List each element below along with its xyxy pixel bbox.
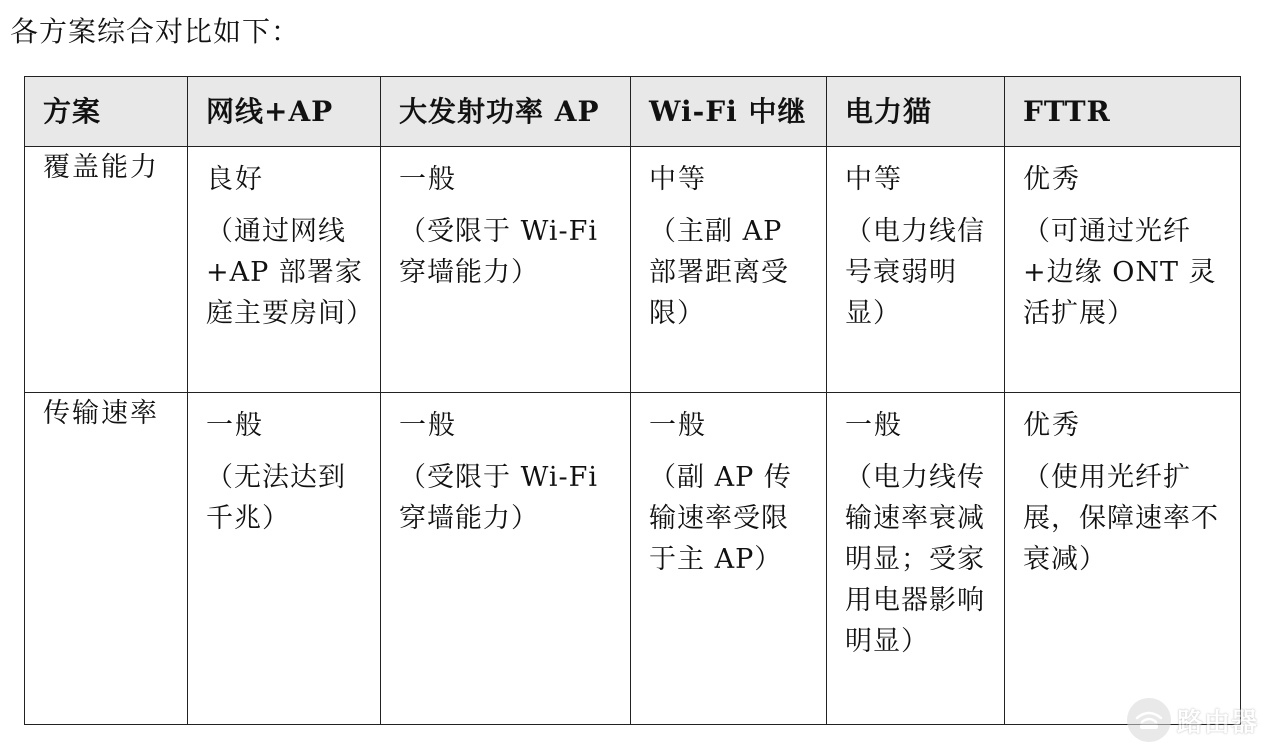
row-label-coverage: 覆盖能力 [25, 147, 188, 393]
cell-level: 一般 [399, 164, 457, 195]
cell-note: （可通过光纤+边缘 ONT 灵活扩展） [1023, 216, 1217, 329]
watermark-text: 路由器 [1176, 707, 1258, 738]
router-logo-icon [1127, 698, 1171, 742]
row-label-speed: 传输速率 [25, 393, 188, 725]
cell-level: 优秀 [1023, 410, 1081, 441]
header-row [25, 77, 1241, 147]
cell-level: 一般 [206, 410, 264, 441]
cell-note: （受限于 Wi-Fi 穿墙能力） [399, 216, 598, 288]
table-cell [188, 147, 381, 393]
cell-note: （电力线信号衰弱明显） [845, 216, 985, 329]
cell-level: 中等 [845, 164, 903, 195]
table-cell [1005, 393, 1241, 725]
cell-note: （通过网线+AP 部署家庭主要房间） [206, 216, 374, 329]
table-cell [827, 147, 1005, 393]
cell-note: （无法达到千兆） [206, 462, 346, 534]
watermark [1127, 698, 1258, 742]
cell-note: （使用光纤扩展，保障速率不衰减） [1023, 462, 1219, 575]
cell-note: （受限于 Wi-Fi 穿墙能力） [399, 462, 598, 534]
header-cell-wifi-repeater: Wi-Fi 中继 [631, 77, 827, 147]
table-row-speed [25, 393, 1241, 725]
table-cell [631, 393, 827, 725]
cell-level: 一般 [845, 410, 903, 441]
cell-note: （电力线传输速率衰减明显；受家用电器影响明显） [845, 462, 985, 657]
comparison-table [24, 76, 1241, 725]
header-cell-fttr: FTTR [1005, 77, 1241, 147]
header-cell-cable-ap: 网线+AP [188, 77, 381, 147]
table-cell [631, 147, 827, 393]
cell-level: 优秀 [1023, 164, 1081, 195]
cell-level: 一般 [399, 410, 457, 441]
table-cell [381, 393, 631, 725]
cell-level: 良好 [206, 164, 264, 195]
cell-level: 一般 [649, 410, 707, 441]
header-cell-powerline: 电力猫 [827, 77, 1005, 147]
table-cell [827, 393, 1005, 725]
table-cell [1005, 147, 1241, 393]
header-cell-scheme: 方案 [25, 77, 188, 147]
table-cell [381, 147, 631, 393]
header-cell-high-power-ap: 大发射功率 AP [381, 77, 631, 147]
intro-text: 各方案综合对比如下： [10, 15, 301, 48]
table-cell [188, 393, 381, 725]
table-row-coverage [25, 147, 1241, 393]
cell-note: （主副 AP 部署距离受限） [649, 216, 789, 329]
cell-level: 中等 [649, 164, 707, 195]
cell-note: （副 AP 传输速率受限于主 AP） [649, 462, 792, 575]
